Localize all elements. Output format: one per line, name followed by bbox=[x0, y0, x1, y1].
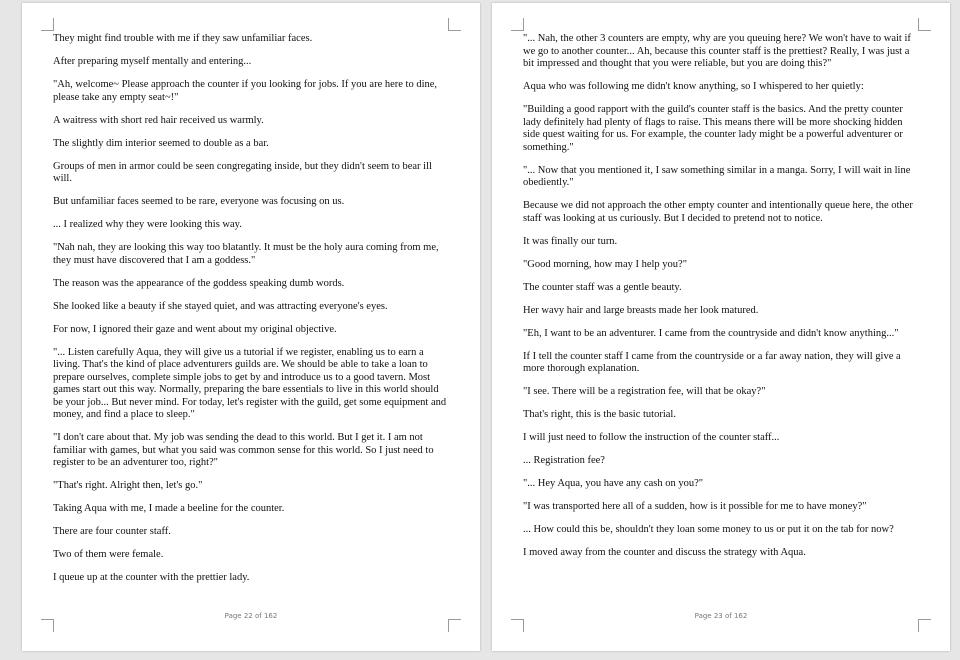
paragraph: "I see. There will be a registration fee, will that be okay?" bbox=[523, 386, 766, 397]
paragraph: There are four counter staff. bbox=[53, 526, 171, 537]
paragraph: "I was transported here all of a sudden, how is it possible for me to have money?" bbox=[523, 501, 867, 512]
paragraph: The counter staff was a gentle beauty. bbox=[523, 281, 682, 293]
paragraph: I queue up at the counter with the prettier lady. bbox=[53, 572, 250, 583]
paragraph: For now, I ignored their gaze and went about my original objective. bbox=[53, 323, 337, 335]
page-number: Page 22 of 162 bbox=[224, 612, 278, 620]
paragraph: Two of them were female. bbox=[53, 549, 164, 560]
paragraph: After preparing myself mentally and entering... bbox=[53, 56, 252, 67]
paragraph: "Eh, I want to be an adventurer. I came from the countryside and didn't know anything..." bbox=[523, 327, 899, 339]
crop-mark bbox=[41, 18, 54, 31]
paragraph: "Nah nah, they are looking this way too blatantly. It must be the holy aura coming from me, they must have discovered that I am a goddess." bbox=[53, 242, 439, 266]
paragraph: If I tell the counter staff I came from the countryside or a far away nation, they will give a more thorough explanation. bbox=[523, 350, 901, 374]
crop-mark bbox=[448, 18, 461, 31]
paragraph: Groups of men in armor could be seen congregating inside, but they didn't seem to bear ill will. bbox=[53, 160, 432, 184]
crop-mark bbox=[918, 619, 931, 632]
paragraph: Her wavy hair and large breasts made her look matured. bbox=[523, 304, 759, 316]
paragraph: Aqua who was following me didn't know anything, so I whispered to her quietly: bbox=[523, 81, 864, 92]
paragraph: They might find trouble with me if they saw unfamiliar faces. bbox=[53, 33, 313, 44]
paragraph: I will just need to follow the instruction of the counter staff... bbox=[523, 432, 780, 443]
paragraph: Taking Aqua with me, I made a beeline for the counter. bbox=[53, 503, 285, 514]
paragraph: "... Listen carefully Aqua, they will give us a tutorial if we register, enabling us to earn a living. That's the kind of place adventurers guilds are. We should be able to take a loan to prepare ourselves, complete simple jobs to get by and introduce us to a good tavern. Most games start out this way. Normally, preparing the bare essentials to live in this world should be your job... But never mind. For today, let's register with the guild, get some equipment and money, and find a place to sleep." bbox=[53, 346, 447, 420]
page-number: Page 23 of 162 bbox=[694, 612, 748, 620]
paragraph: "... Hey Aqua, you have any cash on you?" bbox=[523, 478, 704, 489]
paragraph: The reason was the appearance of the goddess speaking dumb words. bbox=[53, 277, 345, 289]
paragraph: "Good morning, how may I help you?" bbox=[523, 258, 688, 270]
paragraph: But unfamiliar faces seemed to be rare, everyone was focusing on us. bbox=[53, 196, 345, 207]
crop-mark bbox=[448, 619, 461, 632]
page-body bbox=[53, 33, 450, 595]
document-page-right bbox=[492, 3, 950, 651]
document-page-left bbox=[22, 3, 480, 651]
paragraph: "Building a good rapport with the guild's counter staff is the basics. And the pretty counter lady definitely had plenty of flags to raise. This means there will be more shocking hidden side quest waiting for us. For example, the counter lady might be a powerful adventurer or something." bbox=[523, 104, 903, 153]
paragraph: She looked like a beauty if she stayed quiet, and was attracting everyone's eyes. bbox=[53, 300, 388, 312]
paragraph: A waitress with short red hair received us warmly. bbox=[53, 114, 264, 126]
paragraph: "... Nah, the other 3 counters are empty, why are you queuing here? We won't have to wait if we go to another counter... Ah, because this counter staff is the prettiest? Really, I was just a bit impressed and thought that you were reliable, but you are doing this?" bbox=[523, 33, 911, 69]
paragraph: Because we did not approach the other empty counter and intentionally queue here, the other staff was looking at us curiously. But I decided to pretend not to notice. bbox=[523, 200, 913, 224]
paragraph: That's right, this is the basic tutorial. bbox=[523, 409, 676, 420]
paragraph: "Ah, welcome~ Please approach the counter if you looking for jobs. If you are here to dine, please take any empty seat~!" bbox=[53, 79, 438, 103]
paragraph: ... How could this be, shouldn't they loan some money to us or put it on the tab for now? bbox=[523, 524, 894, 535]
paragraph: The slightly dim interior seemed to double as a bar. bbox=[53, 137, 269, 149]
page-body bbox=[523, 33, 920, 570]
paragraph: "I don't care about that. My job was sending the dead to this world. But I get it. I am not familiar with games, but what you said was common sense for this world. So I just need to register to be an adventurer too, right?" bbox=[53, 432, 434, 468]
crop-mark bbox=[511, 619, 524, 632]
crop-mark bbox=[41, 619, 54, 632]
paragraph: It was finally our turn. bbox=[523, 235, 618, 247]
paragraph: "That's right. Alright then, let's go." bbox=[53, 480, 203, 491]
paragraph: ... I realized why they were looking this way. bbox=[53, 219, 242, 230]
paragraph: I moved away from the counter and discuss the strategy with Aqua. bbox=[523, 547, 806, 558]
paragraph: "... Now that you mentioned it, I saw something similar in a manga. Sorry, I will wait in line obediently." bbox=[523, 164, 911, 188]
crop-mark bbox=[918, 18, 931, 31]
crop-mark bbox=[511, 18, 524, 31]
paragraph: ... Registration fee? bbox=[523, 455, 605, 466]
